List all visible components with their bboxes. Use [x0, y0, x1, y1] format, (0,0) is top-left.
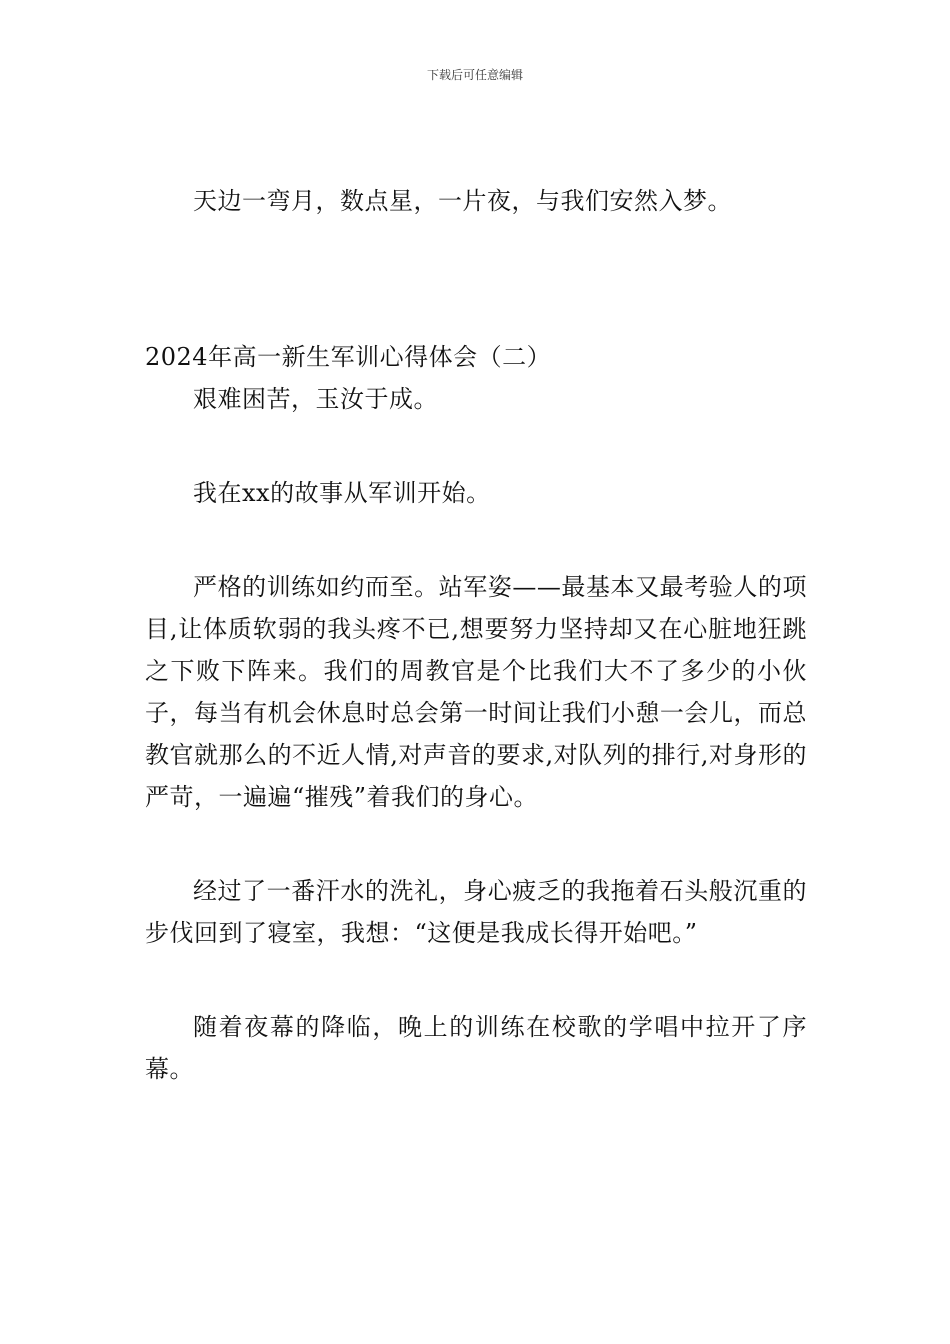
paragraph-baptism: 经过了一番汗水的洗礼，身心疲乏的我拖着石头般沉重的步伐回到了寝室，我想：“这便是我成长得开始吧。” — [145, 877, 807, 947]
document-title: 2024年高一新生军训心得体会（二） — [145, 343, 552, 371]
page-header-note: 下载后可任意编辑 — [426, 68, 523, 82]
document-body — [145, 180, 807, 1090]
paragraph-hardship: 艰难困苦，玉汝于成。 — [193, 385, 438, 413]
paragraph-night: 随着夜幕的降临，晚上的训练在校歌的学唱中拉开了序幕。 — [145, 1013, 807, 1083]
paragraph-story-start: 我在xx的故事从军训开始。 — [193, 479, 491, 507]
paragraph-training: 严格的训练如约而至。站军姿——最基本又最考验人的项目,让体质软弱的我头疼不已,想要努力坚持却又在心脏地狂跳之下败下阵来。我们的周教官是个比我们大不了多少的小伙子，每当有机会休息时总会第一时间让我们小憩一会儿，而总教官就那么的不近人情,对声音的要求,对队列的排行,对身形的严苛，一遍遍“摧残”着我们的身心。 — [145, 573, 807, 811]
paragraph-moon: 天边一弯月，数点星，一片夜，与我们安然入梦。 — [193, 187, 732, 215]
